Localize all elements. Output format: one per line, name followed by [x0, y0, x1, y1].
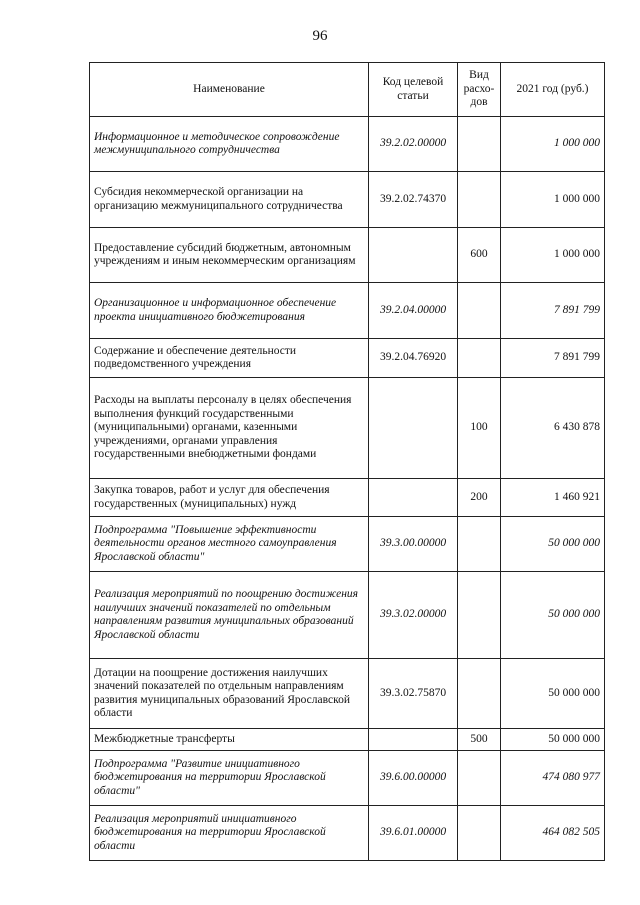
table-row	[90, 172, 605, 228]
cell-type	[458, 517, 501, 572]
cell-type	[458, 806, 501, 861]
cell-amount: 1 000 000	[501, 228, 605, 283]
table-row	[90, 729, 605, 751]
table-row	[90, 339, 605, 378]
cell-code: 39.3.00.00000	[369, 517, 458, 572]
cell-type: 200	[458, 479, 501, 517]
cell-code: 39.2.04.76920	[369, 339, 458, 378]
budget-table	[89, 62, 605, 861]
cell-type	[458, 659, 501, 729]
cell-code	[369, 378, 458, 479]
cell-name: Содержание и обеспечение деятельности подведомственного учреждения	[90, 339, 369, 378]
cell-amount: 50 000 000	[501, 659, 605, 729]
table-row	[90, 572, 605, 659]
page-number: 96	[312, 28, 328, 44]
table-row	[90, 117, 605, 172]
cell-name: Реализация мероприятий инициативного бюджетирования на территории Ярославской области	[90, 806, 369, 861]
cell-amount: 1 000 000	[501, 172, 605, 228]
table-row	[90, 659, 605, 729]
cell-code	[369, 729, 458, 751]
table-row	[90, 806, 605, 861]
cell-type: 500	[458, 729, 501, 751]
cell-name: Реализация мероприятий по поощрению достижения наилучших значений показателей по отдельным направлениям развития муниципальных образований Ярославской области	[90, 572, 369, 659]
cell-name: Межбюджетные трансферты	[90, 729, 369, 751]
cell-name: Закупка товаров, работ и услуг для обеспечения государственных (муниципальных) нужд	[90, 479, 369, 517]
cell-amount: 50 000 000	[501, 572, 605, 659]
cell-amount: 7 891 799	[501, 339, 605, 378]
header-type: Вид расхо-дов	[458, 63, 501, 117]
cell-type	[458, 339, 501, 378]
cell-type	[458, 117, 501, 172]
cell-code: 39.6.01.00000	[369, 806, 458, 861]
cell-amount: 7 891 799	[501, 283, 605, 339]
cell-code: 39.2.04.00000	[369, 283, 458, 339]
cell-type	[458, 572, 501, 659]
cell-code	[369, 479, 458, 517]
table-header-row	[90, 63, 605, 117]
table-row	[90, 751, 605, 806]
cell-name: Подпрограмма "Повышение эффективности деятельности органов местного самоуправления Ярославской области"	[90, 517, 369, 572]
table-row	[90, 378, 605, 479]
cell-name: Информационное и методическое сопровождение межмуниципального сотрудничества	[90, 117, 369, 172]
table-row	[90, 228, 605, 283]
cell-amount: 474 080 977	[501, 751, 605, 806]
cell-code: 39.2.02.00000	[369, 117, 458, 172]
cell-code: 39.3.02.75870	[369, 659, 458, 729]
cell-name: Расходы на выплаты персоналу в целях обеспечения выполнения функций государственными (муниципальными) органами, казенными учреждениями, органами управления государственными внебюджетными фондами	[90, 378, 369, 479]
table-row	[90, 479, 605, 517]
cell-type: 600	[458, 228, 501, 283]
cell-amount: 1 000 000	[501, 117, 605, 172]
cell-amount: 6 430 878	[501, 378, 605, 479]
cell-amount: 50 000 000	[501, 729, 605, 751]
header-amount: 2021 год (руб.)	[501, 63, 605, 117]
cell-code: 39.3.02.00000	[369, 572, 458, 659]
cell-code	[369, 228, 458, 283]
cell-name: Подпрограмма "Развитие инициативного бюджетирования на территории Ярославской области"	[90, 751, 369, 806]
cell-type	[458, 751, 501, 806]
cell-name: Субсидия некоммерческой организации на организацию межмуниципального сотрудничества	[90, 172, 369, 228]
cell-amount: 50 000 000	[501, 517, 605, 572]
cell-type	[458, 172, 501, 228]
cell-type	[458, 283, 501, 339]
table-row	[90, 517, 605, 572]
cell-amount: 1 460 921	[501, 479, 605, 517]
cell-name: Организационное и информационное обеспечение проекта инициативного бюджетирования	[90, 283, 369, 339]
cell-type: 100	[458, 378, 501, 479]
table-row	[90, 283, 605, 339]
cell-name: Предоставление субсидий бюджетным, автономным учреждениям и иным некоммерческим организациям	[90, 228, 369, 283]
cell-name: Дотации на поощрение достижения наилучших значений показателей по отдельным направлениям развития муниципальных образований Ярославской области	[90, 659, 369, 729]
cell-amount: 464 082 505	[501, 806, 605, 861]
header-name: Наименование	[90, 63, 369, 117]
header-code: Код целевой статьи	[369, 63, 458, 117]
cell-code: 39.2.02.74370	[369, 172, 458, 228]
cell-code: 39.6.00.00000	[369, 751, 458, 806]
